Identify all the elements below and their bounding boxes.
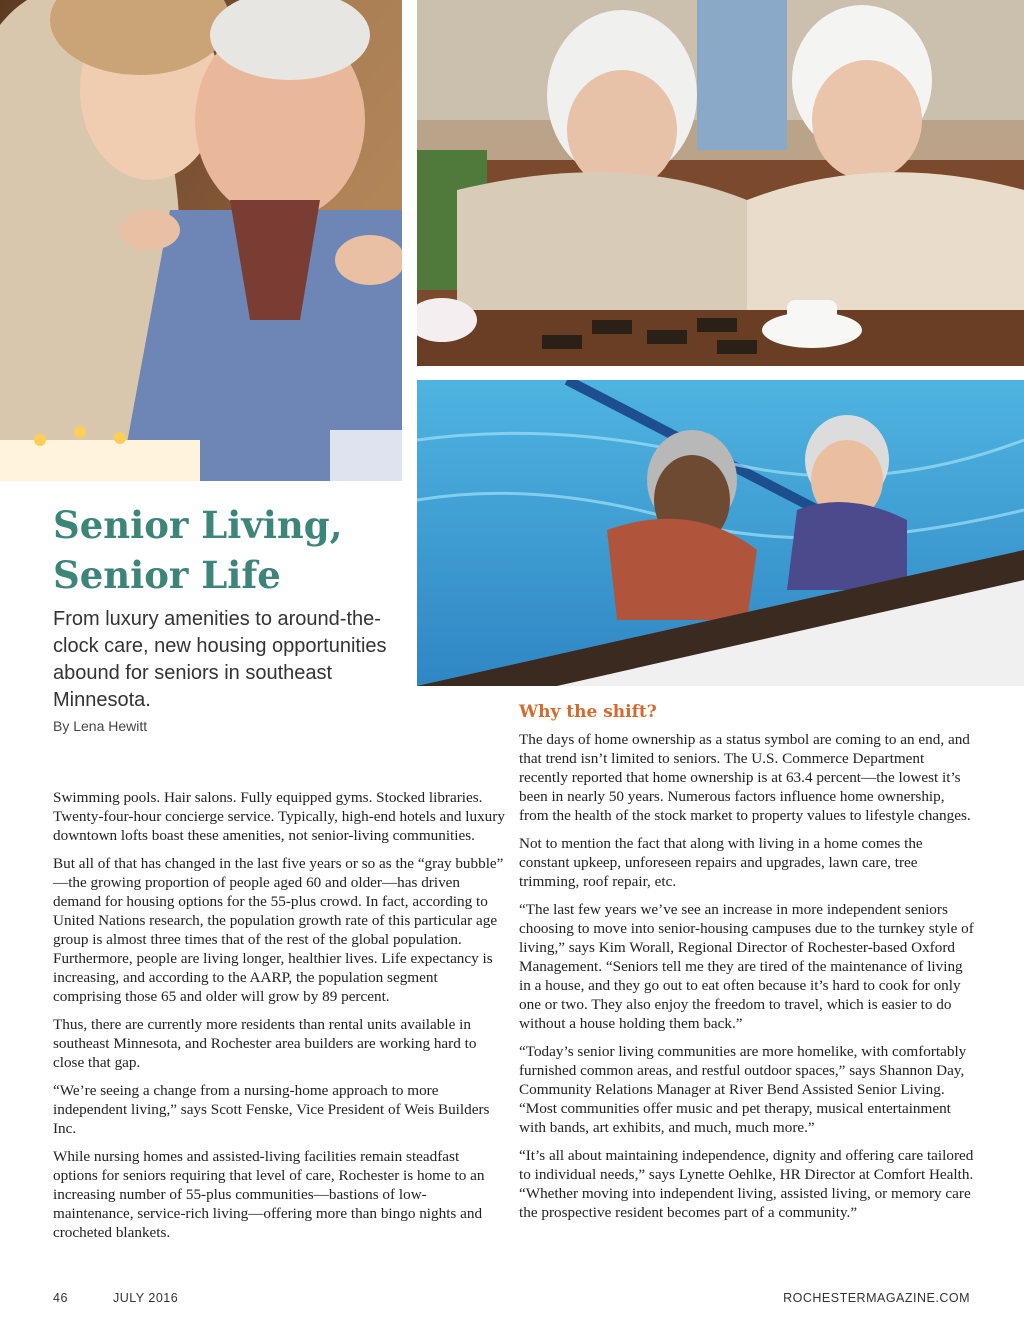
photo-seniors-playing-dominoes — [417, 0, 1024, 366]
photo-seniors-in-pool — [417, 380, 1024, 686]
article-title — [53, 500, 413, 600]
article-subtitle: From luxury amenities to around-the-clock care, new housing opportunities abound for seniors in southeast Minnesota. — [53, 608, 387, 711]
body-paragraph: Thus, there are currently more residents than rental units available in southeast Minnesota, and Rochester area builders are working hard to close that gap. — [53, 1016, 477, 1071]
article-title-line-1: Senior Living, — [53, 503, 343, 547]
body-paragraph: Not to mention the fact that along with living in a home comes the constant upkeep, unforeseen repairs and upgrades, lawn care, tree trimming, roof repair, etc. — [519, 835, 923, 890]
article-byline: By Lena Hewitt — [53, 718, 148, 734]
body-paragraph: The days of home ownership as a status symbol are coming to an end, and that trend isn’t limited to seniors. The U.S. Commerce Department recently reported that home ownership is at 63.4 percent—the lowest it’s been in nearly 50 years. Numerous factors influence home ownership, from the health of the stock market to property values to lifestyle changes. — [519, 731, 971, 824]
body-paragraph: But all of that has changed in the last five years or so as the “gray bubble” —the growing proportion of people aged 60 and older—has driven demand for housing options for the 55-plus crowd. In fact, according to United Nations research, the population growth rate of this particular age group is almost three times that of the rest of the global population. Furthermore, people are living longer, healthier lives. Life expectancy is increasing, and according to the AARP, the population segment comprising those 65 and older will grow by 89 percent. — [53, 855, 504, 1005]
body-paragraph: Swimming pools. Hair salons. Fully equipped gyms. Stocked libraries. Twenty-four-hour concierge service. Typically, high-end hotels and luxury downtown lofts boast these amenities, not senior-living communities. — [53, 789, 505, 844]
article-title-line-2: Senior Life — [53, 553, 281, 597]
left-column — [53, 788, 505, 1251]
body-paragraph: “The last few years we’ve see an increase in more independent seniors choosing to move into senior-housing campuses due to the turnkey style of living,” says Kim Worall, Regional Director of Rochester-based Oxford Management. “Seniors tell me they are tired of the maintenance of living in a house, and they go out to eat often because it’s hard to cook for only one or two. They also enjoy the freedom to travel, which is easier to do without a house holding them back.” — [519, 901, 974, 1032]
body-paragraph: While nursing homes and assisted-living facilities remain steadfast options for seniors requiring that level of care, Rochester is home to an increasing number of 55-plus communities—bastions of low-maintenance, service-rich living—offering more than bingo nights and crocheted blankets. — [53, 1148, 485, 1241]
section-heading-why-the-shift: Why the shift? — [519, 702, 657, 722]
footer-website: ROCHESTERMAGAZINE.COM — [783, 1291, 970, 1305]
right-column — [519, 730, 974, 1231]
footer-page-number: 46 — [53, 1291, 68, 1305]
body-paragraph: “Today’s senior living communities are more homelike, with comfortably furnished common areas, and restful outdoor spaces,” says Shannon Day, Community Relations Manager at River Bend Assisted Senior Living. “Most communities offer music and pet therapy, musical entertainment with bands, art exhibits, and much, much more.” — [519, 1043, 967, 1136]
body-paragraph: “We’re seeing a change from a nursing-home approach to more independent living,” says Scott Fenske, Vice President of Weis Builders Inc. — [53, 1082, 490, 1137]
photo-woman-hugging-senior-man — [0, 0, 402, 481]
body-paragraph: “It’s all about maintaining independence, dignity and offering care tailored to individual needs,” says Lynette Oehlke, HR Director at Comfort Health. “Whether moving into independent living, assisted living, or memory care the prospective resident becomes part of a community.” — [519, 1147, 974, 1221]
footer-date: JULY 2016 — [113, 1291, 179, 1305]
